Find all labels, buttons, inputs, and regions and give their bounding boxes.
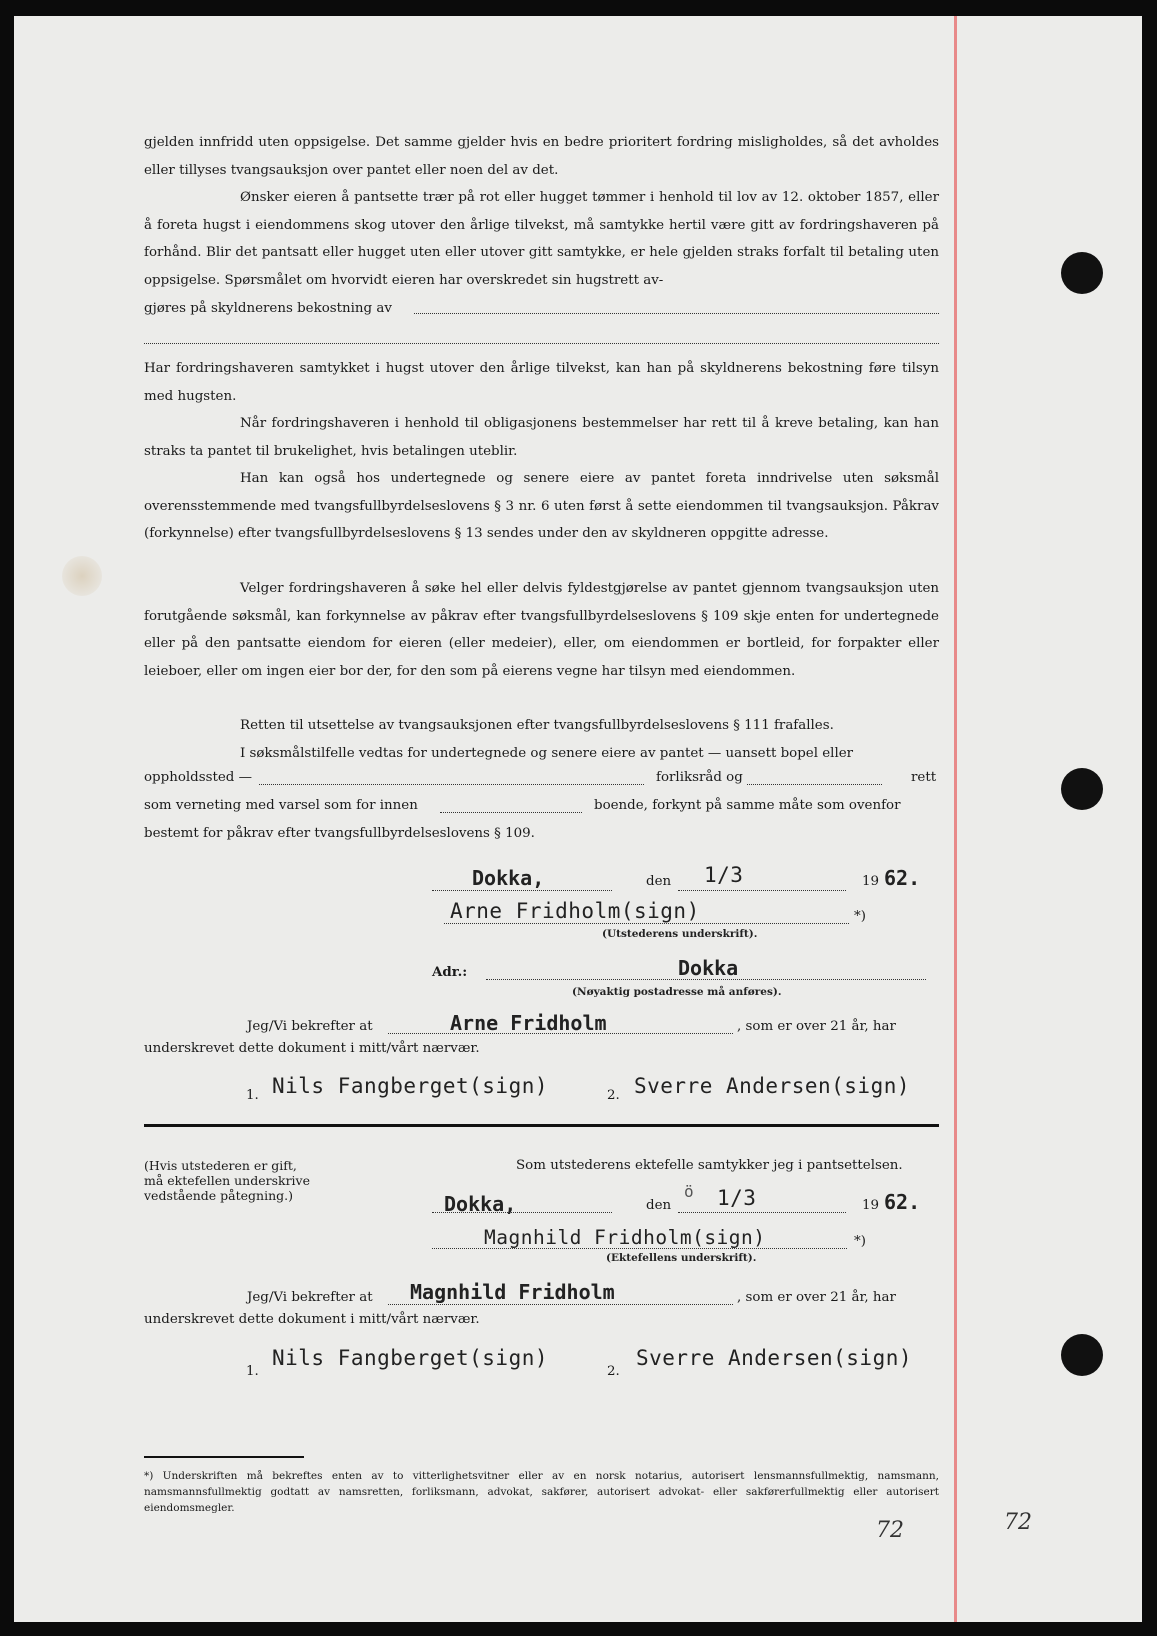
den-label: den <box>646 874 672 889</box>
spouse-note-line: (Hvis utstederen er gift, <box>144 1158 297 1173</box>
paragraph-6: Velger fordringshaveren å søke hel eller delvis fyldestgjørelse av pantet gjennom tvangsauksjon uten forutgående søksmål, kan forkynnelse av påkrav efter tvangsfullbyrdelseslovens § 109 skje enten for undertegnede eller på den pantsatte eiendom for eieren (eller medeier), eller, om eiendommen er bortleid, for forpakter eller leieboer, eller om ingen eier bor der, for den som på eierens vegne har tilsyn med eiendommen. <box>144 581 939 679</box>
place-field: Dokka, <box>472 866 545 890</box>
witness-number: 1. <box>246 1088 259 1103</box>
blank-line <box>444 923 849 924</box>
venue-label: bestemt for påkrav efter tvangsfullbyrdelseslovens § 109. <box>144 826 535 841</box>
year-prefix: 19 <box>862 1198 880 1213</box>
blank-line <box>678 890 846 891</box>
blank-line <box>747 784 882 785</box>
red-margin-line <box>954 16 957 1622</box>
paragraph-3: Har fordringshaveren samtykket i hugst utover den årlige tilvekst, kan han på skyldnerens bekostning føre tilsyn med hugsten. <box>144 361 939 404</box>
paragraph-8: I søksmålstilfelle vedtas for undertegnede og senere eiere av pantet — uansett bopel eller <box>240 746 854 761</box>
date-field: 1/3 <box>704 863 744 887</box>
confirm-name: Magnhild Fridholm <box>410 1280 615 1304</box>
witness-2-signature: Sverre Andersen(sign) <box>634 1074 911 1098</box>
confirm-label: underskrevet dette dokument i mitt/vårt nærvær. <box>144 1312 480 1327</box>
signature-caption: (Utstederens underskrift). <box>602 928 758 940</box>
place-field: Dokka, <box>444 1192 517 1216</box>
witness-number: 2. <box>607 1088 620 1103</box>
witness-number: 2. <box>607 1364 620 1379</box>
year-field: 62. <box>884 866 921 890</box>
witness-number: 1. <box>246 1364 259 1379</box>
spouse-signature: Magnhild Fridholm(sign) <box>484 1226 766 1249</box>
address-caption: (Nøyaktig postadresse må anføres). <box>572 986 782 998</box>
venue-label: oppholdssted — <box>144 770 253 785</box>
confirm-label: Jeg/Vi bekrefter at <box>247 1019 373 1034</box>
spouse-note <box>144 1158 310 1203</box>
issuer-signature: Arne Fridholm(sign) <box>450 899 700 923</box>
confirm-label: , som er over 21 år, har <box>737 1019 896 1034</box>
blank-line <box>388 1304 733 1305</box>
footnote-text: *) Underskriften må bekreftes enten av to vitterlighetsvitner eller av en norsk notarius, autorisert lensmannsfullmektig, namsmann, namsmannsfullmektig godtatt av namsretten, forliksmann, advokat, sakfører, autorisert advokat- eller sakførerfullmektig eller autorisert eiendomsmegler. <box>144 1470 939 1514</box>
confirm-name: Arne Fridholm <box>450 1011 607 1035</box>
venue-label: boende, forkynt på samme måte som ovenfor <box>594 798 901 813</box>
den-label: den <box>646 1198 672 1213</box>
signature-caption: (Ektefellens underskrift). <box>606 1252 757 1264</box>
blank-line <box>432 890 612 891</box>
paragraph-7: Retten til utsettelse av tvangsauksjonen efter tvangsfullbyrdelseslovens § 111 frafalles. <box>240 718 834 733</box>
confirm-label: Jeg/Vi bekrefter at <box>247 1290 373 1305</box>
punch-hole <box>1061 1334 1103 1376</box>
address-label: Adr.: <box>432 964 468 980</box>
venue-label: forliksråd og <box>656 770 743 785</box>
paragraph-5: Han kan også hos undertegnede og senere eiere av pantet foreta inndrivelse uten søksmål overensstemmende med tvangsfullbyrdelseslovens § 3 nr. 6 uten først å sette eiendommen til tvangsauksjon. Påkrav (forkynnelse) efter tvangsfullbyrdelseslovens § 13 sendes under den av skyldneren oppgitte adresse. <box>144 471 939 541</box>
blank-line <box>259 784 644 785</box>
blank-line <box>144 343 939 344</box>
divider <box>144 1124 939 1127</box>
venue-label: rett <box>911 770 937 785</box>
blank-line <box>414 313 939 314</box>
confirm-label: underskrevet dette dokument i mitt/vårt nærvær. <box>144 1041 480 1056</box>
page-mark: 72 <box>876 1518 904 1543</box>
paragraph-1: gjelden innfridd uten oppsigelse. Det samme gjelder hvis en bedre prioritert fordring misligholdes, så det avholdes eller tillyses tvangsauksjon over pantet eller noen del av det. <box>144 135 939 178</box>
page-mark: 72 <box>1004 1510 1032 1535</box>
footnote-rule <box>144 1456 304 1458</box>
punch-hole <box>1061 768 1103 810</box>
stain <box>62 556 102 596</box>
address-field: Dokka <box>678 956 739 980</box>
paragraph-2: Ønsker eieren å pantsette trær på rot eller hugget tømmer i henhold til lov av 12. oktober 1857, eller å foreta hugst i eiendommens skog utover den årlige tilvekst, må samtykke hertil være gitt av fordringshaveren på forhånd. Blir det pantsatt eller hugget uten eller utover gitt samtykke, er hele gjelden straks forfalt til betaling uten oppsigelse. Spørsmålet om hvorvidt eieren har overskredet sin hugstrett av- <box>144 190 939 288</box>
footnote-mark: *) <box>854 1234 866 1249</box>
date-field: 1/3 <box>717 1186 757 1210</box>
year-prefix: 19 <box>862 874 880 889</box>
blank-line <box>440 812 582 813</box>
date-mark: ö <box>684 1182 695 1201</box>
spouse-consent: Som utstederens ektefelle samtykker jeg i pantsettelsen. <box>516 1158 903 1173</box>
footnote-mark: *) <box>854 909 866 924</box>
punch-hole <box>1061 252 1103 294</box>
witness-1-signature: Nils Fangberget(sign) <box>272 1346 549 1370</box>
document-page <box>14 16 1142 1622</box>
year-field: 62. <box>884 1190 921 1214</box>
witness-2-signature: Sverre Andersen(sign) <box>636 1346 913 1370</box>
blank-line <box>678 1212 846 1213</box>
spouse-note-line: vedstående påtegning.) <box>144 1188 293 1203</box>
paragraph-4: Når fordringshaveren i henhold til obligasjonens bestemmelser har rett til å kreve betaling, kan han straks ta pantet til brukelighet, hvis betalingen uteblir. <box>144 416 939 459</box>
spouse-note-line: må ektefellen underskrive <box>144 1173 311 1188</box>
venue-label: som verneting med varsel som for innen <box>144 798 418 813</box>
witness-1-signature: Nils Fangberget(sign) <box>272 1074 549 1098</box>
confirm-label: , som er over 21 år, har <box>737 1290 896 1305</box>
paragraph-2-last: gjøres på skyldnerens bekostning av <box>144 301 392 316</box>
